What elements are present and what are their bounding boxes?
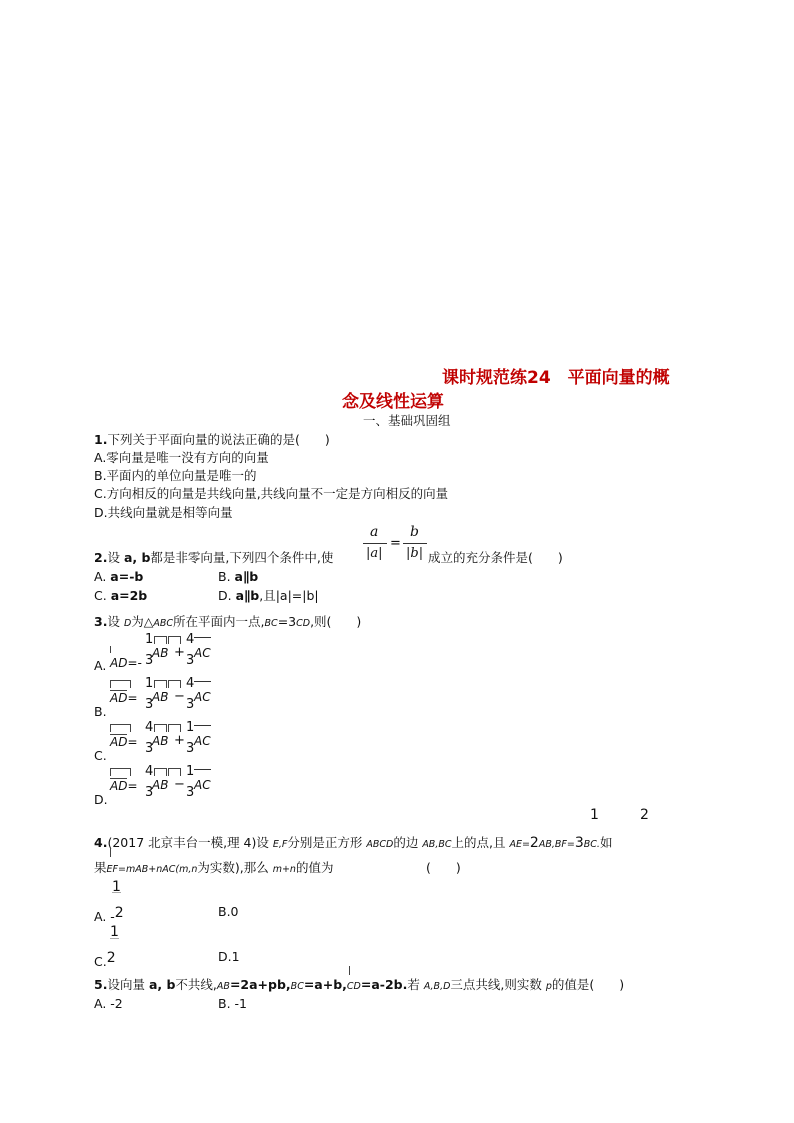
question-text: 设 <box>107 550 124 565</box>
question-5-stem: 5.设向量 a, b不共线,AB=2a+pb,BC=a+b,CD=a-2b.若 A,B,D三点共线,则实数 p的值是( ) <box>94 977 625 992</box>
frac-den: 3 <box>186 741 195 756</box>
vector-label: AC <box>194 646 211 660</box>
q2-option-a: A. a=-b <box>94 569 144 584</box>
vector-arrow-mark <box>110 646 111 653</box>
fraction-bar <box>112 892 121 893</box>
frac-num: 1 <box>590 807 599 823</box>
q3-option-b-label: B. <box>94 704 107 719</box>
q1-option-d: D.共线向量就是相等向量 <box>94 505 233 520</box>
frac-den-a: |a| <box>366 546 383 561</box>
q3-option-a-label: A. <box>94 658 107 673</box>
q3-option-d-label: D. <box>94 792 108 807</box>
frac-num: 4 <box>145 720 154 735</box>
vector-arrow-mark <box>110 848 111 857</box>
fraction-bar <box>403 543 427 544</box>
frac-den: 3 <box>145 785 154 800</box>
operator: − <box>174 777 185 792</box>
vector-bar <box>194 681 211 682</box>
answer-bracket: ( ) <box>426 860 461 875</box>
frac-den: 3 <box>145 653 154 668</box>
q2-option-d: D. a∥b,且|a|=|b| <box>218 588 319 603</box>
q3-option-c-label: C. <box>94 748 107 763</box>
page-title-line2: 念及线性运算 <box>342 392 444 412</box>
question-text: 下列关于平面向量的说法正确的是( ) <box>107 432 330 447</box>
q1-option-b: B.平面内的单位向量是唯一的 <box>94 468 257 483</box>
q4-option-a: A. -2 <box>94 905 124 924</box>
frac-den: 3 <box>145 697 154 712</box>
frac-den: 3 <box>186 785 195 800</box>
frac-num: 4 <box>186 676 195 691</box>
frac-num: 1 <box>186 720 195 735</box>
vector-arrow-mark <box>349 966 350 975</box>
q1-option-a: A.零向量是唯一没有方向的向量 <box>94 450 269 465</box>
q5-option-b: B. -1 <box>218 996 247 1011</box>
vector-box <box>110 724 131 732</box>
q2-option-c: C. a=2b <box>94 588 148 603</box>
q4-option-b: B.0 <box>218 904 239 919</box>
operator: + <box>174 733 185 748</box>
q1-option-c: C.方向相反的向量是共线向量,共线向量不一定是方向相反的向量 <box>94 486 449 501</box>
vector-box <box>110 768 131 776</box>
frac-num: 1 <box>112 879 121 895</box>
vector-bar <box>194 637 211 638</box>
question-2-stem <box>94 552 333 565</box>
vector-label: AB <box>152 690 169 704</box>
equals-sign: = <box>390 536 401 551</box>
frac-num-a: a <box>370 524 379 540</box>
vector-label: AC <box>194 734 211 748</box>
frac-den: 3 <box>186 653 195 668</box>
frac-num: 4 <box>145 764 154 779</box>
q4-option-d: D.1 <box>218 949 240 964</box>
frac-den: 3 <box>186 697 195 712</box>
fraction-bar <box>363 543 387 544</box>
question-text: 都是非零向量,下列四个条件中,使 <box>150 550 334 565</box>
q5-option-a: A. -2 <box>94 996 123 1011</box>
fraction-bar <box>110 938 119 939</box>
section-heading: 一、基础巩固组 <box>363 413 451 428</box>
q2-option-b: B. a∥b <box>218 569 259 584</box>
page-title-line1: 课时规范练24 平面向量的概 <box>442 368 670 388</box>
vector-label: AB <box>152 646 169 660</box>
vector-label: AB <box>152 734 169 748</box>
question-4-stem: 4.(2017 北京丰台一模,理 4)设 E,F分别是正方形 ABCD的边 AB,BC上的点,且 AE=2AB,BF=3BC.如 <box>94 835 613 851</box>
question-number: 1. <box>94 432 108 447</box>
frac-num: 2 <box>640 807 649 823</box>
question-4-line2: 果EF=mAB+nAC(m,n为实数),那么 m+n的值为 <box>94 860 334 875</box>
q3-option-b-lhs: AD= <box>110 691 138 705</box>
frac-den-b: |b| <box>406 546 424 561</box>
vector-bar <box>194 769 211 770</box>
vector-box <box>110 680 131 688</box>
vector-names: a, b <box>123 550 151 565</box>
frac-den: 3 <box>145 741 154 756</box>
frac-num: 1 <box>186 764 195 779</box>
frac-num: 1 <box>110 924 119 940</box>
q3-option-d-lhs: AD= <box>110 779 138 793</box>
operator: − <box>174 689 185 704</box>
vector-label: AC <box>194 690 211 704</box>
frac-num: 4 <box>186 632 195 647</box>
q3-option-a-lhs: AD=- <box>110 656 142 670</box>
question-2-stem-tail: 成立的充分条件是( ) <box>428 550 563 565</box>
vector-label: AC <box>194 778 211 792</box>
q4-option-c: C.2 <box>94 950 116 969</box>
vector-label: AB <box>152 778 169 792</box>
question-3-stem: 3.设 D为△ABC所在平面内一点,BC=3CD,则( ) <box>94 614 362 629</box>
operator: + <box>174 645 185 660</box>
question-1-stem <box>94 434 330 447</box>
vector-bar <box>194 725 211 726</box>
frac-num: 1 <box>145 632 154 647</box>
question-number: 2. <box>94 550 108 565</box>
frac-num-b: b <box>410 524 419 540</box>
frac-num: 1 <box>145 676 154 691</box>
q3-option-c-lhs: AD= <box>110 735 138 749</box>
